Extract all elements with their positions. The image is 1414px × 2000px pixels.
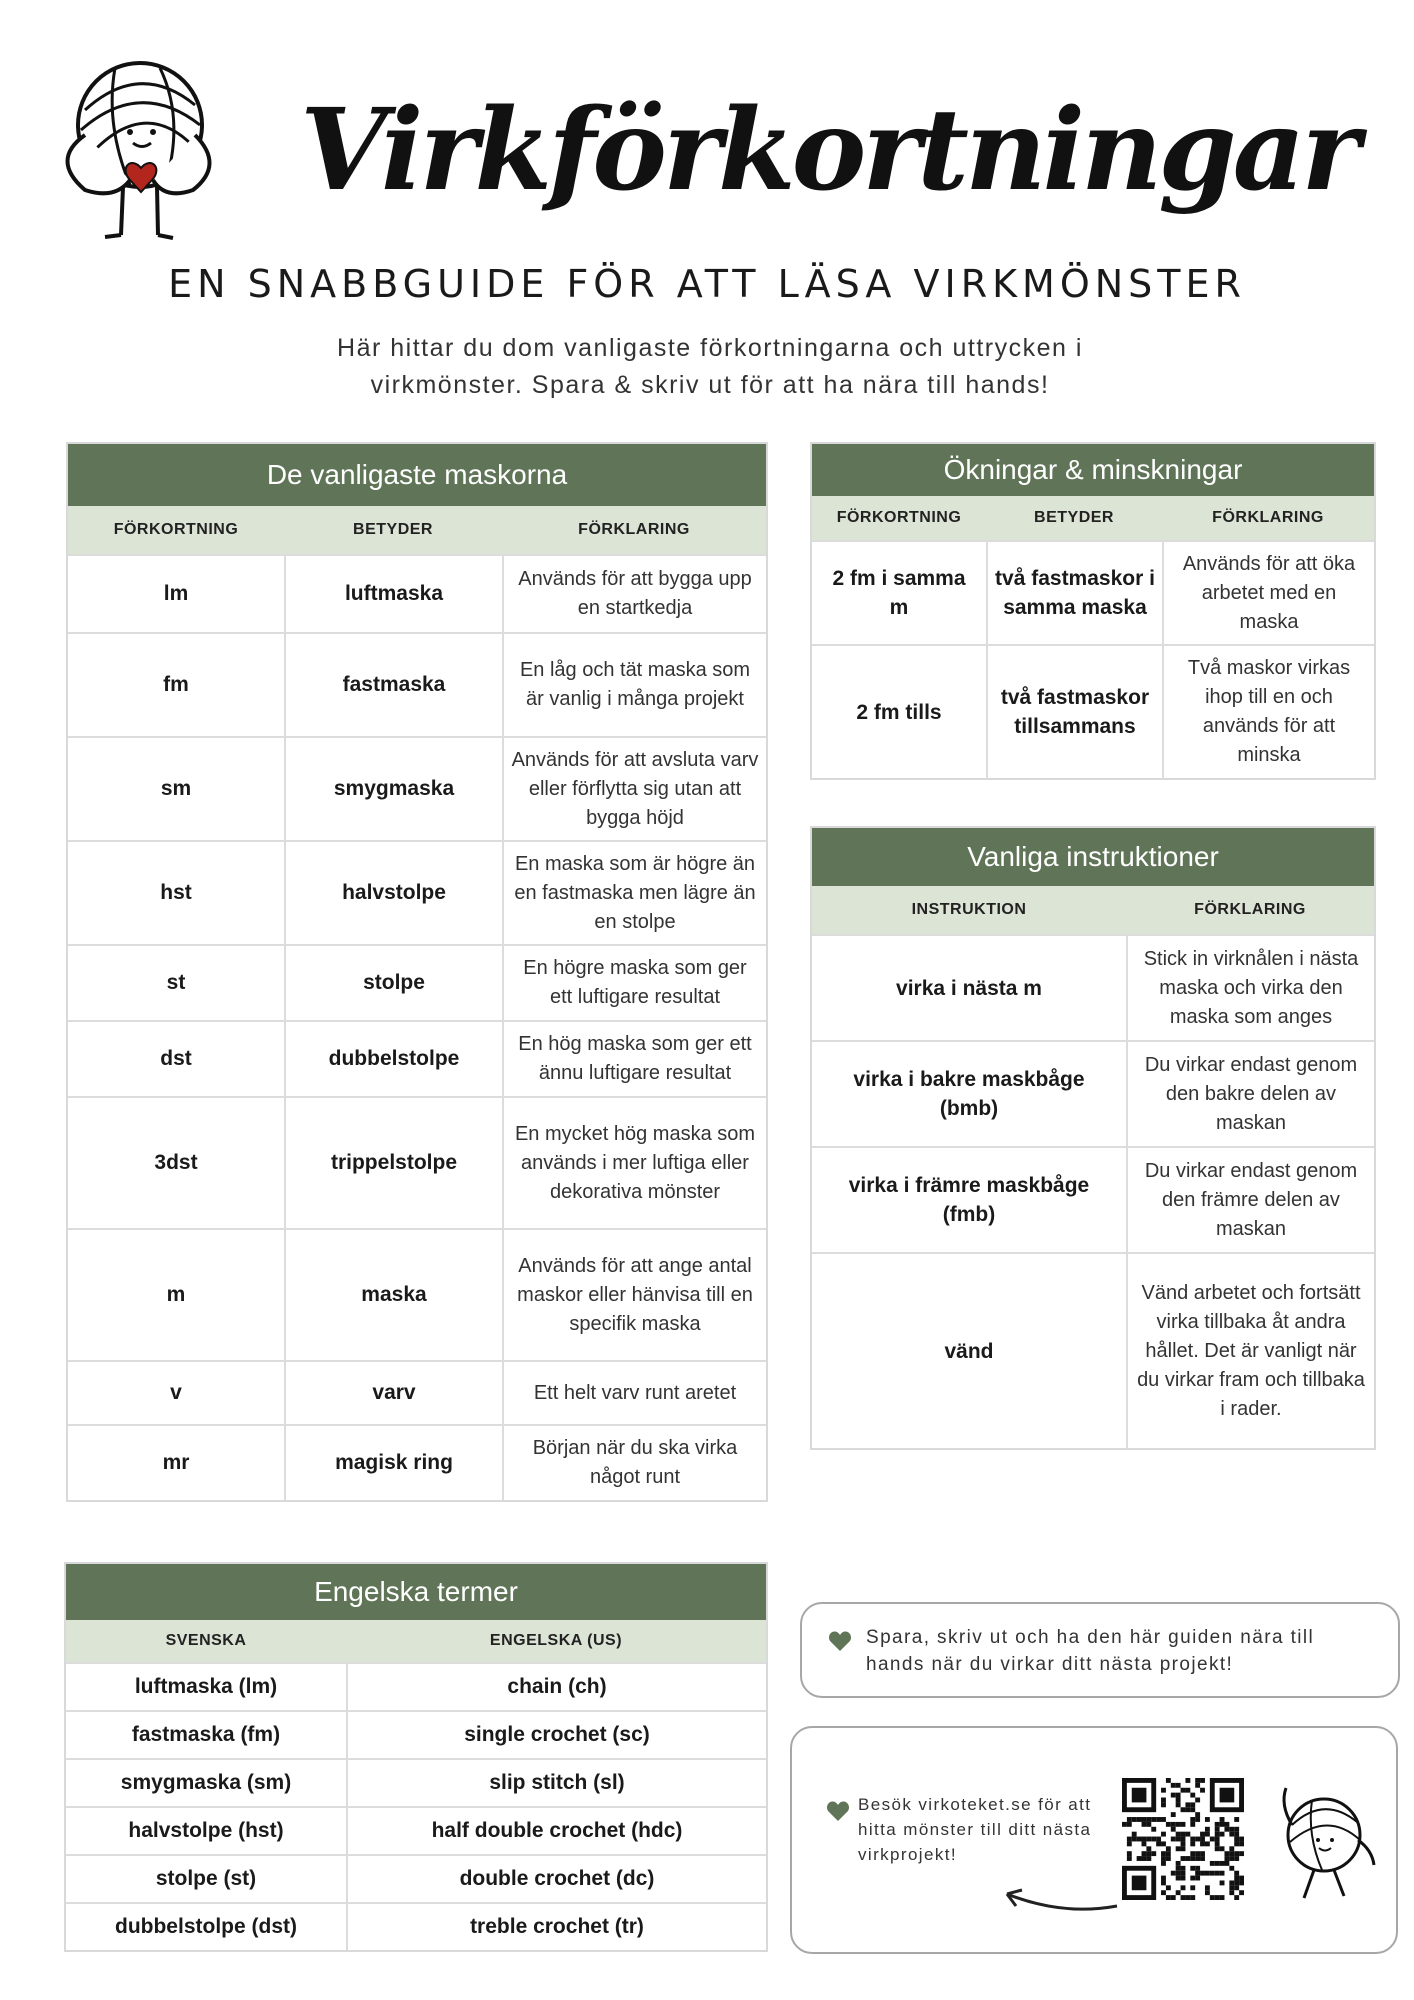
column-header: FÖRKORTNING xyxy=(113,521,239,538)
explanation-cell: Vänd arbetet och fortsätt virka tillbaka åt andra hållet. Det är vanligt när du virkar fram och tillbaka i rader. xyxy=(1126,1254,1374,1448)
instructions-table xyxy=(810,826,1376,1450)
save-tip-text: Spara, skriv ut och ha den här guiden nära till hands när du virkar ditt nästa projekt! xyxy=(866,1627,1315,1675)
english-table-heading: Engelska termer xyxy=(66,1564,766,1620)
explanation-cell: Stick in virknålen i nästa maska och virka den maska som anges xyxy=(1126,936,1374,1040)
column-header: ENGELSKA (US) xyxy=(489,1632,623,1649)
arrow-icon xyxy=(992,1876,1122,1916)
column-header: BETYDER xyxy=(1034,509,1114,526)
intro-text: Här hittar du dom vanligaste förkortningarna och uttrycken i virkmönster. Spara & skriv ut för att ha nära till hands! xyxy=(337,334,1083,399)
instruction-cell: virka i främre maskbåge (fmb) xyxy=(848,1174,1090,1226)
english-term-cell: single crochet (sc) xyxy=(346,1712,766,1758)
explanation-cell: Används för att öka arbetet med en maska xyxy=(1162,542,1374,644)
column-header: FÖRKLARING xyxy=(1212,509,1324,526)
meaning-cell: varv xyxy=(284,1362,502,1424)
english-terms-table xyxy=(64,1562,768,1952)
instructions-table-heading: Vanliga instruktioner xyxy=(812,828,1374,886)
meaning-cell: smygmaska xyxy=(284,738,502,840)
column-header: FÖRKORTNING xyxy=(836,509,962,526)
instruction-cell: virka i nästa m xyxy=(896,976,1042,1000)
table-row xyxy=(68,1360,766,1424)
heart-icon xyxy=(826,1800,850,1822)
table-row xyxy=(812,1252,1374,1448)
swedish-term-cell: halvstolpe (hst) xyxy=(128,1819,284,1842)
meaning-cell: stolpe xyxy=(284,946,502,1020)
table-row xyxy=(66,1662,766,1710)
swedish-term-cell: smygmaska (sm) xyxy=(120,1771,292,1794)
column-header: INSTRUKTION xyxy=(911,901,1027,918)
table-row xyxy=(68,554,766,632)
abbreviation-cell: v xyxy=(170,1381,182,1404)
visit-text: Besök virkoteket.se för att hitta mönster till ditt nästa virkprojekt! xyxy=(858,1795,1092,1864)
explanation-cell: En låg och tät maska som är vanlig i många projekt xyxy=(502,634,766,736)
increases-table-heading: Ökningar & minskningar xyxy=(812,444,1374,496)
meaning-cell: magisk ring xyxy=(284,1426,502,1500)
abbreviation-cell: st xyxy=(166,971,186,994)
explanation-cell: Används för att avsluta varv eller förflytta sig utan att bygga höjd xyxy=(502,738,766,840)
table-row xyxy=(812,1040,1374,1146)
stitches-table-heading: De vanligaste maskorna xyxy=(68,444,766,506)
instruction-cell: vänd xyxy=(944,1339,994,1363)
table-row xyxy=(68,632,766,736)
table-row xyxy=(68,736,766,840)
meaning-cell: maska xyxy=(284,1230,502,1360)
instructions-table-column-headers xyxy=(812,886,1374,934)
table-row xyxy=(812,1146,1374,1252)
column-header: BETYDER xyxy=(353,521,433,538)
english-term-cell: double crochet (dc) xyxy=(346,1856,766,1902)
stitches-table-column-headers xyxy=(68,506,766,554)
save-tip-note xyxy=(800,1602,1400,1698)
stitches-table xyxy=(66,442,768,1502)
abbreviation-cell: sm xyxy=(160,777,192,800)
qr-code-icon[interactable] xyxy=(1122,1778,1244,1900)
table-row xyxy=(812,934,1374,1040)
table-row xyxy=(812,644,1374,778)
table-row xyxy=(68,840,766,944)
table-row xyxy=(66,1902,766,1950)
heart-icon xyxy=(828,1630,852,1652)
table-row xyxy=(66,1758,766,1806)
column-header: SVENSKA xyxy=(165,1632,247,1649)
explanation-cell: En högre maska som ger ett luftigare resultat xyxy=(502,946,766,1020)
abbreviation-cell: m xyxy=(166,1283,186,1306)
english-table-column-headers xyxy=(66,1620,766,1662)
explanation-cell: Du virkar endast genom den bakre delen av maskan xyxy=(1126,1042,1374,1146)
meaning-cell: två fastmaskor tillsammans xyxy=(986,646,1162,778)
table-row xyxy=(66,1854,766,1902)
explanation-cell: En maska som är högre än en fastmaska men lägre än en stolpe xyxy=(502,842,766,944)
explanation-cell: Används för att ange antal maskor eller hänvisa till en specifik maska xyxy=(502,1230,766,1360)
abbreviation-cell: 3dst xyxy=(154,1151,198,1174)
abbreviation-cell: 2 fm tills xyxy=(856,700,942,724)
table-row xyxy=(68,1424,766,1500)
abbreviation-cell: mr xyxy=(162,1451,190,1474)
meaning-cell: fastmaska xyxy=(284,634,502,736)
table-row xyxy=(68,1096,766,1228)
meaning-cell: halvstolpe xyxy=(284,842,502,944)
explanation-cell: Början när du ska virka något runt xyxy=(502,1426,766,1500)
swedish-term-cell: dubbelstolpe (dst) xyxy=(115,1915,297,1938)
page-subtitle: EN SNABBGUIDE FÖR ATT LÄSA VIRKMÖNSTER xyxy=(168,262,1246,306)
english-term-cell: treble crochet (tr) xyxy=(346,1904,766,1950)
meaning-cell: trippelstolpe xyxy=(284,1098,502,1228)
meaning-cell: luftmaska xyxy=(284,556,502,632)
instruction-cell: virka i bakre maskbåge (bmb) xyxy=(853,1068,1085,1120)
table-row xyxy=(68,1020,766,1096)
explanation-cell: En hög maska som ger ett ännu luftigare resultat xyxy=(502,1022,766,1096)
swedish-term-cell: luftmaska (lm) xyxy=(134,1675,278,1698)
visit-note xyxy=(790,1726,1398,1954)
abbreviation-cell: fm xyxy=(163,673,189,696)
explanation-cell: Ett helt varv runt aretet xyxy=(502,1362,766,1424)
english-term-cell: half double crochet (hdc) xyxy=(346,1808,766,1854)
increases-table xyxy=(810,442,1376,780)
yarn-ball-mascot-icon xyxy=(1272,1770,1382,1910)
yarn-ball-mascot-icon xyxy=(45,40,225,250)
column-header: FÖRKLARING xyxy=(1194,901,1306,918)
table-row xyxy=(66,1806,766,1854)
swedish-term-cell: fastmaska (fm) xyxy=(131,1723,281,1746)
column-header: FÖRKLARING xyxy=(578,521,690,538)
english-term-cell: slip stitch (sl) xyxy=(346,1760,766,1806)
explanation-cell: En mycket hög maska som används i mer luftiga eller dekorativa mönster xyxy=(502,1098,766,1228)
english-term-cell: chain (ch) xyxy=(346,1664,766,1710)
explanation-cell: Två maskor virkas ihop till en och används för att minska xyxy=(1162,646,1374,778)
swedish-term-cell: stolpe (st) xyxy=(155,1867,257,1890)
table-row xyxy=(812,540,1374,644)
table-row xyxy=(68,944,766,1020)
meaning-cell: två fastmaskor i samma maska xyxy=(986,542,1162,644)
abbreviation-cell: dst xyxy=(160,1047,192,1070)
abbreviation-cell: hst xyxy=(160,881,192,904)
table-row xyxy=(68,1228,766,1360)
abbreviation-cell: 2 fm i samma m xyxy=(832,567,966,619)
abbreviation-cell: lm xyxy=(163,582,189,605)
explanation-cell: Används för att bygga upp en startkedja xyxy=(502,556,766,632)
increases-table-column-headers xyxy=(812,496,1374,540)
explanation-cell: Du virkar endast genom den främre delen av maskan xyxy=(1126,1148,1374,1252)
meaning-cell: dubbelstolpe xyxy=(284,1022,502,1096)
table-row xyxy=(66,1710,766,1758)
page-title: Virkförkortningar xyxy=(300,85,1357,216)
